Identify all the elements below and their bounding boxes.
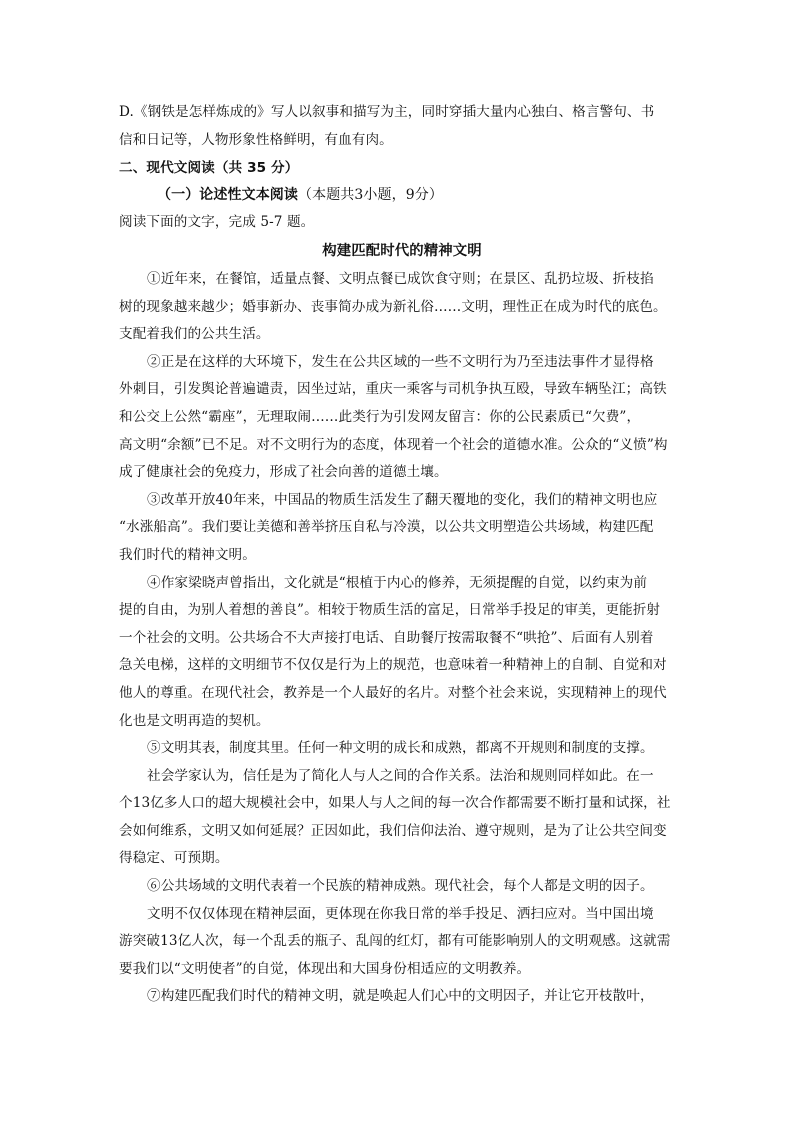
article-title: 构建匹配时代的精神文明 (322, 243, 482, 259)
article-paragraph (119, 763, 685, 873)
paragraph-line: 个13亿多人口的超大规模社会中，如果人与人之间的每一次合作都需要不断打量和试探，社 (119, 795, 671, 812)
paragraph-line: 文明不仅仅体现在精神层面，更体现在你我日常的举手投足、洒扫应对。当中国出境 (147, 905, 654, 922)
article-paragraph (119, 901, 685, 984)
option-d-line-1: D.《钢铁是怎样炼成的》写人以叙事和描写为主，同时穿插大量内心独白、格言警句、书 (119, 104, 655, 120)
paragraph-line: 会如何维系，文明又如何延展？正因如此，我们信仰法治、遵守规则，是为了让公共空间变 (119, 822, 667, 839)
article-paragraph (119, 349, 685, 487)
paragraph-line: 和公交上公然“霸座”，无理取闹……此类行为引发网友留言：你的公民素质已“欠费”， (119, 408, 641, 425)
paragraph-line: 得稳定、可预期。 (119, 850, 229, 867)
paragraph-line: 外刺目，引发舆论普遍谴责，因坐过站，重庆一乘客与司机争执互殴，导致车辆坠江；高铁 (119, 381, 667, 398)
article-paragraph (119, 873, 685, 901)
paragraph-line: 支配着我们的公共生活。 (119, 326, 270, 343)
article-paragraph (119, 735, 685, 763)
section-heading: 二、现代文阅读（共 35 分） (119, 160, 299, 176)
paragraph-line: 树的现象越来越少；婚事新办、丧事简办成为新礼俗……文明，理性正在成为时代的底色。 (119, 298, 667, 315)
article-body (119, 266, 685, 1011)
option-d-line-2: 信和日记等，人物形象性格鲜明，有血有肉。 (119, 132, 393, 148)
paragraph-line: 化也是文明再造的契机。 (119, 712, 270, 729)
article-paragraph (119, 487, 685, 570)
reading-instruction: 阅读下面的文字，完成 5-7 题。 (119, 214, 315, 230)
paragraph-line: 一个社会的文明。公共场合不大声接打电话、自助餐厅按需取餐不“哄抢”、后面有人别着 (119, 629, 654, 646)
subsection-heading-bold: （一）论述性文本阅读 (157, 187, 298, 203)
article-paragraph (119, 983, 685, 1011)
paragraph-line: 高文明“余额”已不足。对不文明行为的态度，体现着一个社会的道德水准。公众的“义愤”构 (119, 436, 668, 453)
paragraph-line: 要我们以“文明使者”的自觉，体现出和大国身份相适应的文明教养。 (119, 960, 531, 977)
document-content (119, 98, 685, 1011)
paragraph-line: 他人的尊重。在现代社会，教养是一个人最好的名片。对整个社会来说，实现精神上的现代 (119, 684, 667, 701)
article-paragraph (119, 266, 685, 349)
subsection-heading (119, 182, 685, 210)
paragraph-line: 急关电梯，这样的文明细节不仅仅是行为上的规范，也意味着一种精神上的自制、自觉和对 (119, 657, 667, 674)
paragraph-line: ⑦构建匹配我们时代的精神文明，就是唤起人们心中的文明因子，并让它开枝散叶， (147, 988, 654, 1005)
paragraph-line: 社会学家认为，信任是为了简化人与人之间的合作关系。法治和规则同样如此。在一 (147, 767, 654, 784)
paragraph-line: ⑤文明其表，制度其里。任何一种文明的成长和成熟，都离不开规则和制度的支撑。 (147, 740, 654, 757)
paragraph-line: 成了健康社会的免疫力，形成了社会向善的道德土壤。 (119, 464, 448, 481)
paragraph-line: ④作家梁晓声曾指出，文化就是“根植于内心的修养，无须提醒的自觉，以约束为前 (147, 574, 648, 591)
subsection-heading-normal: （本题共3小题，9分） (298, 187, 443, 203)
paragraph-line: ②正是在这样的大环境下，发生在公共区域的一些不文明行为乃至违法事件才显得格 (147, 353, 654, 370)
paragraph-line: ③改革开放40年来，中国品的物质生活发生了翻天覆地的变化，我们的精神文明也应 (147, 491, 658, 508)
paragraph-line: ⑥公共场域的文明代表着一个民族的精神成熟。现代社会，每个人都是文明的因子。 (147, 878, 654, 895)
paragraph-line: “水涨船高”。我们要让美德和善举挤压自私与冷漠，以公共文明塑造公共场域，构建匹配 (119, 519, 654, 536)
paragraph-line: 我们时代的精神文明。 (119, 546, 256, 563)
paragraph-line: 提的自由，为别人着想的善良”。相较于物质生活的富足，日常举手投足的审美，更能折射 (119, 602, 661, 619)
paragraph-line: ①近年来，在餐馆，适量点餐、文明点餐已成饮食守则；在景区、乱扔垃圾、折枝掐 (147, 271, 654, 287)
article-paragraph (119, 570, 685, 736)
paragraph-line: 游突破13亿人次，每一个乱丢的瓶子、乱闯的红灯，都有可能影响别人的文明观感。这就需 (119, 933, 671, 950)
